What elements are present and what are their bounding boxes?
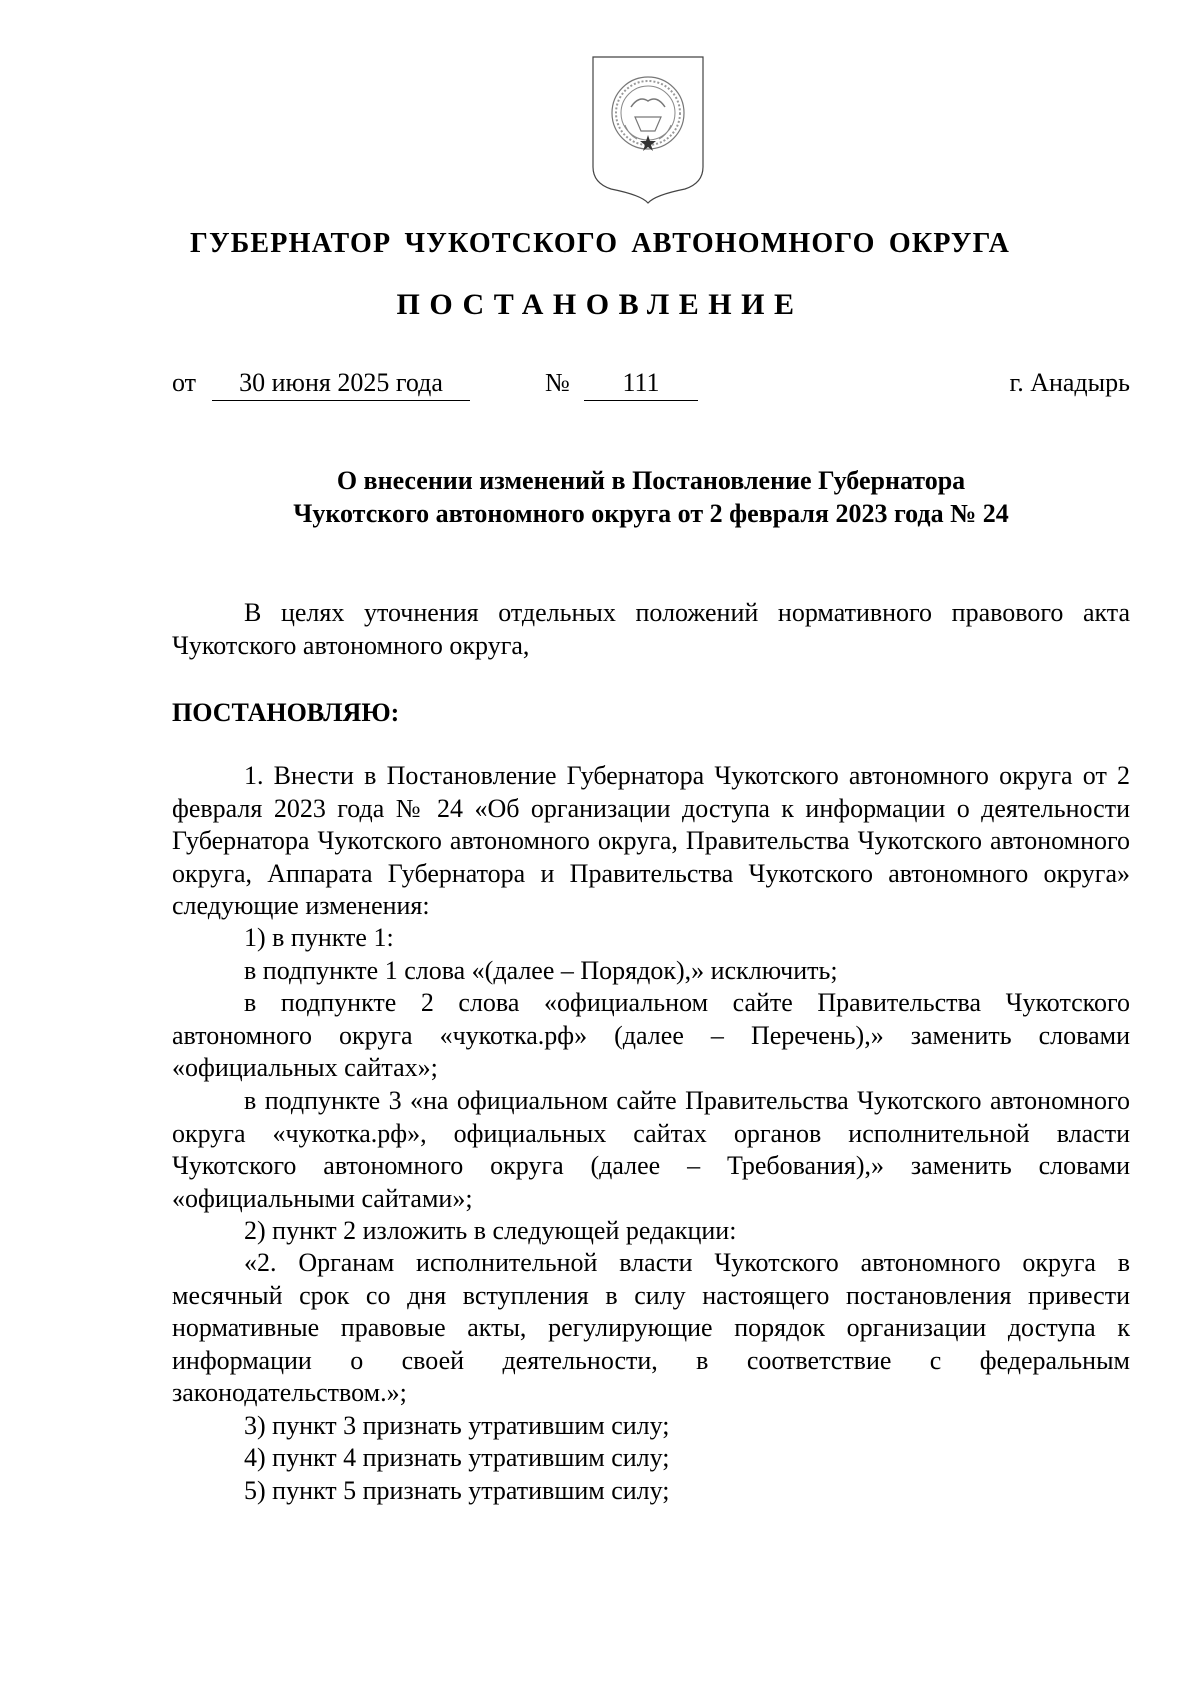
document-place: г. Анадырь <box>1009 368 1130 397</box>
document-meta <box>172 368 1130 408</box>
paragraph-subitem-3: в подпункте 3 «на официальном сайте Правительства Чукотского автономного округа «чукотка.рф», официальных сайтах органов исполнительной власти Чукотского автономного округа (далее – Требования),» заменить словами «официальными сайтами»; <box>172 1086 1130 1213</box>
title-line: Чукотского автономного округа от 2 февраля 2023 года № 24 <box>293 498 1009 528</box>
paragraph-item-3: 3) пункт 3 признать утратившим силу; <box>244 1411 670 1440</box>
paragraph-item-4: 4) пункт 4 признать утратившим силу; <box>244 1443 670 1472</box>
paragraph-new-wording: «2. Органам исполнительной власти Чукотского автономного округа в месячный срок со дня вступления в силу настоящего постановления привести нормативные правовые акты, регулирующие порядок организации доступа к информации о своей деятельности, в соответствие с федеральным законодательством.»; <box>172 1248 1130 1407</box>
issuing-authority: ГУБЕРНАТОР ЧУКОТСКОГО АВТОНОМНОГО ОКРУГА <box>189 228 1011 259</box>
document-date: 30 июня 2025 года <box>212 368 470 401</box>
paragraph-item-1: 1) в пункте 1: <box>244 923 394 952</box>
document-number: 111 <box>584 368 698 401</box>
paragraph-1: 1. Внести в Постановление Губернатора Чукотского автономного округа от 2 февраля 2023 года № 24 «Об организации доступа к информации о деятельности Губернатора Чукотского автономного округа, Правительства Чукотского автономного округа, Аппарата Губернатора и Правительства Чукотского автономного округа» следующие изменения: <box>172 761 1130 920</box>
paragraph-subitem-2: в подпункте 2 слова «официальном сайте Правительства Чукотского автономного округа «чукотка.рф» (далее – Перечень),» заменить словами «официальных сайтах»; <box>172 988 1130 1082</box>
document-type: ПОСТАНОВЛЕНИЕ <box>396 288 804 321</box>
coat-of-arms-icon <box>589 55 707 205</box>
date-prefix: от <box>172 368 197 397</box>
paragraph-item-5: 5) пункт 5 признать утратившим силу; <box>244 1476 670 1505</box>
paragraph-item-2: 2) пункт 2 изложить в следующей редакции: <box>244 1216 737 1245</box>
paragraph-subitem-1: в подпункте 1 слова «(далее – Порядок),» исключить; <box>244 956 838 985</box>
document-title <box>172 465 1130 530</box>
preamble: В целях уточнения отдельных положений нормативного правового акта Чукотского автономного округа, <box>172 598 1130 660</box>
number-sign: № <box>545 368 570 397</box>
resolve-heading: ПОСТАНОВЛЯЮ: <box>172 698 400 727</box>
title-line: О внесении изменений в Постановление Губернатора <box>336 466 966 495</box>
